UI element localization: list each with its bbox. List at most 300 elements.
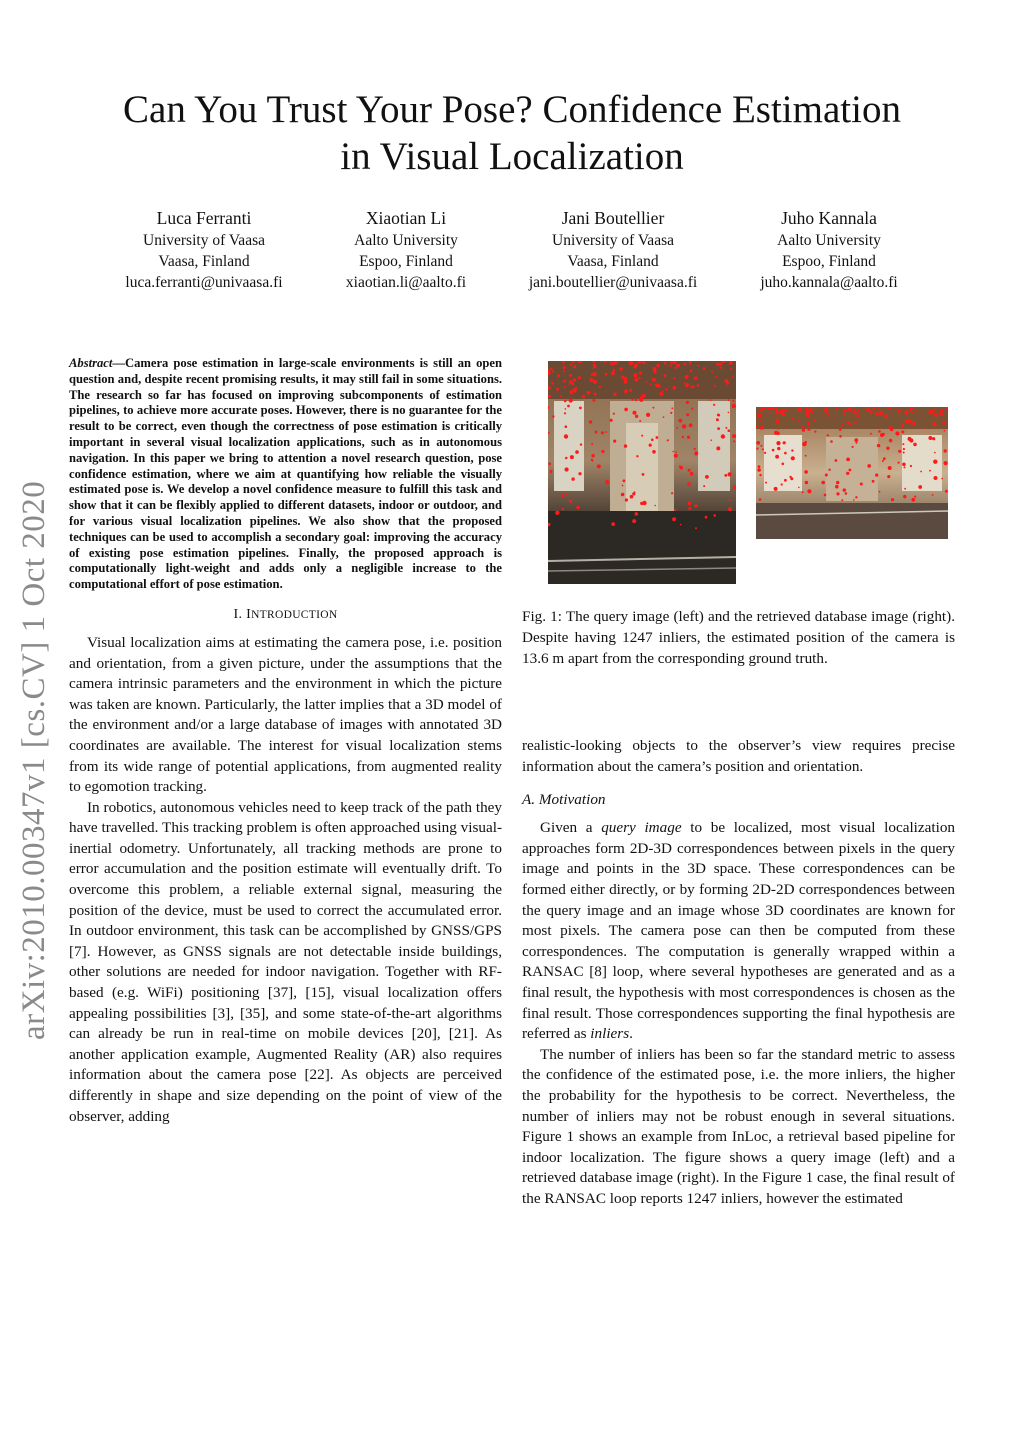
inlier-marker <box>646 381 648 383</box>
inlier-marker <box>705 516 708 519</box>
inlier-marker <box>578 472 581 475</box>
inlier-marker <box>733 440 735 442</box>
inlier-marker <box>918 485 922 489</box>
inlier-marker <box>848 408 851 411</box>
author-name: Xiaotian Li <box>365 208 447 228</box>
inlier-marker <box>884 414 888 418</box>
inlier-marker <box>845 492 848 495</box>
inlier-marker <box>651 439 654 442</box>
inlier-marker <box>866 409 869 412</box>
inlier-marker <box>802 426 804 428</box>
inlier-marker <box>784 452 787 455</box>
inlier-marker <box>868 465 870 467</box>
intro-paragraph-1: Visual localization aims at estimating the camera pose, i.e. position and orientation, from a given picture, under the assumptions that the camera intrinsic parameters and the environment in which the picture was taken are known. Particularly, the latter implies that a 3D model of the environment and/or a large database of images with annotated 3D coordinates are available. The interest for visual localization stems from its wide range of potential applications, from augmented reality to egomotion tracking. <box>69 633 502 796</box>
author-email: juho.kannala@aalto.fi <box>760 274 898 291</box>
inlier-marker <box>785 409 788 412</box>
author-email: luca.ferranti@univaasa.fi <box>125 274 283 291</box>
inlier-marker <box>721 434 725 438</box>
inlier-marker <box>776 419 780 423</box>
inlier-marker <box>903 452 905 454</box>
inlier-marker <box>782 410 784 412</box>
title-line-1: Can You Trust Your Pose? Confidence Estimation <box>123 88 901 131</box>
inlier-marker <box>901 430 904 433</box>
inlier-marker <box>550 368 552 370</box>
inlier-marker <box>759 498 762 501</box>
inlier-marker <box>686 401 689 404</box>
inlier-marker <box>718 414 720 416</box>
inlier-marker <box>716 446 720 450</box>
term-inliers: inliers <box>590 1025 630 1043</box>
inlier-marker <box>920 471 922 473</box>
inlier-marker <box>691 408 693 410</box>
inlier-marker <box>690 370 693 373</box>
inlier-marker <box>573 378 576 381</box>
section-heading-introduction <box>69 607 502 623</box>
inlier-marker <box>613 369 616 372</box>
inlier-marker <box>804 470 808 474</box>
inlier-marker <box>790 477 793 480</box>
inlier-marker <box>556 388 559 391</box>
inlier-marker <box>716 376 718 378</box>
inlier-marker <box>640 399 643 402</box>
motivation-paragraph-1 <box>522 818 955 1045</box>
inlier-marker <box>807 428 810 431</box>
inlier-marker <box>672 451 674 453</box>
inlier-marker <box>613 413 615 415</box>
motivation-text-3: . <box>629 1025 633 1043</box>
inlier-marker <box>579 407 582 410</box>
inlier-marker <box>694 452 698 456</box>
inlier-marker <box>634 378 638 382</box>
inlier-marker <box>939 412 943 416</box>
inlier-marker <box>589 391 591 393</box>
inlier-marker <box>756 441 760 445</box>
inlier-marker <box>944 430 946 432</box>
inlier-marker <box>776 417 778 419</box>
abstract-label: Abstract <box>69 356 113 370</box>
inlier-marker <box>684 363 687 366</box>
inlier-marker <box>714 385 716 387</box>
inlier-marker <box>571 477 574 480</box>
inlier-marker <box>635 415 638 418</box>
inlier-marker <box>805 481 809 485</box>
inlier-marker <box>639 377 641 379</box>
inlier-marker <box>703 485 705 487</box>
inlier-marker <box>548 462 551 465</box>
inlier-marker <box>690 472 694 476</box>
inlier-marker <box>589 420 592 423</box>
left-column <box>69 356 502 1127</box>
inlier-marker <box>561 494 564 497</box>
inlier-marker <box>849 417 851 419</box>
inlier-marker <box>928 436 932 440</box>
inlier-marker <box>827 434 829 436</box>
inlier-marker <box>728 399 730 401</box>
inlier-marker <box>798 419 800 421</box>
inlier-marker <box>673 386 677 390</box>
inlier-marker <box>679 466 683 470</box>
inlier-marker <box>901 424 904 427</box>
inlier-marker <box>564 386 566 388</box>
inlier-marker <box>634 373 638 377</box>
author-location: Espoo, Finland <box>782 253 876 270</box>
author-email: xiaotian.li@aalto.fi <box>345 274 467 291</box>
inlier-marker <box>758 413 762 417</box>
inlier-marker <box>685 375 689 379</box>
inlier-marker <box>902 463 906 467</box>
inlier-marker <box>934 476 938 480</box>
query-image <box>548 361 736 584</box>
inlier-marker <box>705 475 709 479</box>
paper-title <box>0 86 1024 180</box>
inlier-marker <box>632 399 634 401</box>
inlier-marker <box>944 461 948 465</box>
inlier-marker <box>904 488 906 490</box>
author-location: Vaasa, Finland <box>158 253 250 270</box>
inlier-marker <box>624 408 628 412</box>
inlier-marker <box>687 436 690 439</box>
inlier-marker <box>835 485 839 489</box>
inlier-marker <box>933 460 937 464</box>
inlier-marker <box>564 434 568 438</box>
inlier-marker <box>650 383 652 385</box>
inlier-marker <box>903 448 905 450</box>
inlier-marker <box>563 366 566 369</box>
author-name: Juho Kannala <box>781 208 877 228</box>
inlier-marker <box>652 407 654 409</box>
inlier-marker <box>756 448 758 450</box>
author-email: jani.boutellier@univaasa.fi <box>528 274 698 291</box>
inlier-marker <box>898 450 901 453</box>
inlier-marker <box>569 380 572 383</box>
motivation-paragraph-2: The number of inliers has been so far the standard metric to assess the confidence of the estimated pose, i.e. the more inliers, the higher the probability for the hypothesis to be correct. Nevertheless, the number of inliers may not be robust enough in several situations. Figure 1 shows an example from InLoc, a retrieval based pipeline for indoor localization. The figure shows a query image (left) and a retrieved database image (right). In the Figure 1 case, the final result of the RANSAC loop reports 1247 inliers, however the estimated <box>522 1045 955 1207</box>
inlier-marker <box>599 386 601 388</box>
inlier-marker <box>781 483 783 485</box>
inlier-marker <box>777 447 780 450</box>
inlier-marker <box>582 395 585 398</box>
inlier-marker <box>568 383 570 385</box>
inlier-marker <box>806 413 810 417</box>
inlier-marker <box>591 454 594 457</box>
inlier-marker <box>725 427 727 429</box>
inlier-marker <box>875 474 878 477</box>
inlier-marker <box>639 371 642 374</box>
inlier-marker <box>759 420 761 422</box>
inlier-marker <box>882 460 884 462</box>
inlier-marker <box>732 376 734 378</box>
inlier-marker <box>827 414 830 417</box>
inlier-marker <box>613 440 616 443</box>
inlier-marker <box>566 493 568 495</box>
inlier-marker <box>662 391 664 393</box>
inlier-marker <box>569 500 572 503</box>
inlier-marker <box>824 494 827 497</box>
inlier-marker <box>944 449 947 452</box>
inlier-marker <box>716 418 719 421</box>
inlier-marker <box>550 472 552 474</box>
inlier-marker <box>633 411 637 415</box>
inlier-marker <box>908 437 912 441</box>
inlier-marker <box>842 423 844 425</box>
inlier-marker <box>776 441 780 445</box>
inlier-marker <box>854 422 856 424</box>
introduction-body <box>69 633 502 1127</box>
inlier-marker <box>676 364 680 368</box>
inlier-marker <box>940 409 943 412</box>
author-3 <box>503 207 723 293</box>
inlier-marker <box>836 481 839 484</box>
inlier-marker <box>591 443 593 445</box>
inlier-marker <box>880 433 884 437</box>
author-location: Espoo, Finland <box>359 253 453 270</box>
inlier-marker <box>563 380 566 383</box>
inlier-marker <box>860 483 863 486</box>
inlier-marker <box>791 456 795 460</box>
author-name: Luca Ferranti <box>156 208 252 228</box>
inlier-marker <box>580 443 582 445</box>
inlier-marker <box>590 379 593 382</box>
inlier-marker <box>652 450 656 454</box>
motivation-text-2: to be localized, most visual localization approaches form 2D-3D correspondences between pixels in the query image and points in the 3D space. These correspondences can be formed either directly, or by forming 2D-2D correspondences between the query image and an image whose 3D coordinates are known for most pixels. The camera pose can then be computed from these correspondences. The computation is generally wrapped within a RANSAC [8] loop, where several hypotheses are generated and as a final result, the hypothesis with most correspondences is chosen as the final result. Those correspondences supporting the final hypothesis are referred as <box>522 819 956 1043</box>
inlier-marker <box>632 519 636 523</box>
inlier-marker <box>562 508 564 510</box>
inlier-marker <box>849 423 852 426</box>
inlier-marker <box>941 478 943 480</box>
inlier-marker <box>776 432 779 435</box>
inlier-marker <box>841 499 843 501</box>
inlier-marker <box>757 468 761 472</box>
inlier-marker <box>728 429 731 432</box>
inlier-marker <box>671 492 673 494</box>
inlier-marker <box>624 444 627 447</box>
inlier-marker <box>814 420 816 422</box>
inlier-marker <box>636 455 638 457</box>
inlier-marker <box>682 436 684 438</box>
inlier-marker <box>732 434 736 438</box>
inlier-marker <box>613 393 616 396</box>
inlier-marker <box>552 415 554 417</box>
inlier-marker <box>774 487 778 491</box>
inlier-marker <box>802 428 805 431</box>
inlier-marker <box>875 412 879 416</box>
author-4 <box>719 207 939 293</box>
inlier-marker <box>883 457 886 460</box>
inlier-marker <box>879 491 881 493</box>
inlier-marker <box>622 485 624 487</box>
inlier-marker <box>663 416 665 418</box>
term-query-image: query image <box>601 819 682 837</box>
intro-paragraph-2: In robotics, autonomous vehicles need to keep track of the path they have travelled. This tracking problem is often approached using visual-inertial odometry. Unfortunately, all tracking methods are prone to error accumulation and the position estimate will eventually drift. To overcome this problem, a reliable external signal, measuring the position of the device, must be used to correct the accumulated error. In outdoor environment, this task can be accomplished by GNSS/GPS [7]. However, as GNSS signals are not detectable inside buildings, other solutions are needed for indoor navigation. Together with RF-based (e.g. WiFi) positioning [37], [15], visual localization offers appealing possibilities [3], [35], and some state-of-the-art algorithms can already be run in real-time on mobile devices [20], [21]. As another application example, Augmented Reality (AR) also requires information about the camera pose [22]. As objects are perceived differently in shape and size depending on the point of view of the observer, adding <box>69 798 502 1125</box>
inlier-marker <box>638 361 640 363</box>
inlier-marker <box>732 400 734 402</box>
inlier-marker <box>853 410 857 414</box>
inlier-marker <box>934 413 938 417</box>
inlier-marker <box>904 410 908 414</box>
inlier-marker <box>563 370 565 372</box>
inlier-marker <box>728 472 732 476</box>
author-affiliation: University of Vaasa <box>143 232 265 249</box>
inlier-marker <box>879 411 883 415</box>
inlier-marker <box>728 507 732 511</box>
inlier-marker <box>678 419 682 423</box>
inlier-marker <box>912 411 914 413</box>
inlier-marker <box>656 436 659 439</box>
inlier-marker <box>667 439 669 441</box>
inlier-marker <box>611 371 615 375</box>
inlier-marker <box>664 374 667 377</box>
inlier-marker <box>660 392 664 396</box>
inlier-marker <box>775 411 779 415</box>
inlier-marker <box>601 431 604 434</box>
subsection-heading-motivation: A. Motivation <box>522 791 606 809</box>
inlier-marker <box>639 420 641 422</box>
inlier-marker <box>656 364 660 368</box>
inlier-marker <box>762 448 764 450</box>
inlier-marker <box>855 496 857 498</box>
inlier-marker <box>642 361 645 364</box>
inlier-marker <box>634 491 636 493</box>
inlier-marker <box>685 383 689 387</box>
inlier-marker <box>805 441 807 443</box>
motivation-body <box>522 818 955 1209</box>
inlier-marker <box>594 365 597 368</box>
inlier-marker <box>720 367 722 369</box>
inlier-marker <box>732 404 736 408</box>
inlier-marker <box>888 426 891 429</box>
inlier-marker <box>711 439 713 441</box>
inlier-marker <box>846 472 849 475</box>
inlier-marker <box>621 493 625 497</box>
inlier-marker <box>642 394 646 398</box>
inlier-marker <box>672 517 676 521</box>
inlier-marker <box>710 399 712 401</box>
inlier-marker <box>912 422 916 426</box>
inlier-marker <box>830 440 833 443</box>
inlier-marker <box>784 479 787 482</box>
inlier-marker <box>569 398 573 402</box>
inlier-marker <box>725 379 729 383</box>
inlier-marker <box>642 501 646 505</box>
inlier-marker <box>565 425 568 428</box>
inlier-marker <box>570 364 572 366</box>
inlier-marker <box>686 413 689 416</box>
inlier-marker <box>695 527 697 529</box>
inlier-marker <box>597 464 601 468</box>
author-affiliation: Aalto University <box>777 232 881 249</box>
inlier-marker <box>932 422 936 426</box>
inlier-marker <box>798 407 802 411</box>
inlier-marker <box>903 495 906 498</box>
inlier-marker <box>601 450 604 453</box>
inlier-marker <box>703 367 706 370</box>
inlier-marker <box>878 430 881 433</box>
inlier-marker <box>914 496 916 498</box>
inlier-marker <box>688 502 692 506</box>
inlier-marker <box>887 475 890 478</box>
inlier-marker <box>759 474 761 476</box>
inlier-marker <box>924 427 926 429</box>
inlier-marker <box>688 507 691 510</box>
inlier-marker <box>878 408 880 410</box>
inlier-marker <box>676 427 678 429</box>
inlier-marker <box>687 482 691 486</box>
inlier-marker <box>570 455 574 459</box>
inlier-marker <box>898 462 900 464</box>
inlier-marker <box>897 409 901 413</box>
inlier-marker <box>802 491 804 493</box>
inlier-marker <box>697 384 700 387</box>
inlier-marker <box>932 494 934 496</box>
inlier-marker <box>758 465 761 468</box>
figure-caption: Fig. 1: The query image (left) and the retrieved database image (right). Despite having 1247 inliers, the estimated position of the camera is 13.6 m apart from the corresponding ground truth. <box>522 608 955 667</box>
inlier-marker <box>591 373 594 376</box>
inlier-marker <box>902 443 904 445</box>
inlier-marker <box>689 423 693 427</box>
inlier-marker <box>849 469 852 472</box>
inlier-marker <box>694 376 697 379</box>
inlier-marker <box>729 499 731 501</box>
inlier-marker <box>592 399 595 402</box>
inlier-marker <box>575 450 579 454</box>
inlier-marker <box>858 409 860 411</box>
inlier-marker <box>567 405 570 408</box>
inlier-marker <box>713 514 716 517</box>
inlier-marker <box>629 389 632 392</box>
inlier-marker <box>635 512 639 516</box>
inlier-marker <box>945 490 948 493</box>
inlier-marker <box>552 370 554 372</box>
inlier-marker <box>605 480 609 484</box>
inlier-marker <box>828 469 830 471</box>
inlier-marker <box>718 363 722 367</box>
inlier-marker <box>870 433 872 435</box>
inlier-marker <box>548 395 551 398</box>
inlier-marker <box>886 447 889 450</box>
inlier-marker <box>646 413 650 417</box>
inlier-marker <box>630 495 634 499</box>
section-number: I. <box>233 606 247 622</box>
inlier-marker <box>578 376 581 379</box>
inlier-marker <box>913 443 917 447</box>
inlier-marker <box>565 467 569 471</box>
inlier-marker <box>724 474 727 477</box>
inlier-marker <box>915 410 917 412</box>
inlier-marker <box>694 448 696 450</box>
inlier-marker <box>798 487 800 489</box>
inlier-marker <box>728 412 730 414</box>
inlier-marker <box>634 366 637 369</box>
continuation-paragraph: realistic-looking objects to the observer’s view requires precise information about the camera’s position and orientation. <box>522 737 955 775</box>
inlier-marker <box>760 426 764 430</box>
inlier-marker <box>673 377 675 379</box>
inlier-marker <box>694 504 697 507</box>
inlier-marker <box>635 399 638 402</box>
inlier-marker <box>855 442 857 444</box>
section-first-letter: I <box>246 606 252 622</box>
inlier-marker <box>711 371 713 373</box>
inlier-marker <box>595 432 597 434</box>
inlier-marker <box>625 498 628 501</box>
title-line-2: in Visual Localization <box>340 135 684 178</box>
inlier-marker <box>680 524 682 526</box>
inlier-marker <box>674 367 676 369</box>
inlier-marker <box>759 409 762 412</box>
author-block <box>0 207 1024 297</box>
inlier-marker <box>574 365 577 368</box>
inlier-marker <box>870 410 873 413</box>
inlier-marker <box>877 444 880 447</box>
inlier-marker <box>825 474 828 477</box>
